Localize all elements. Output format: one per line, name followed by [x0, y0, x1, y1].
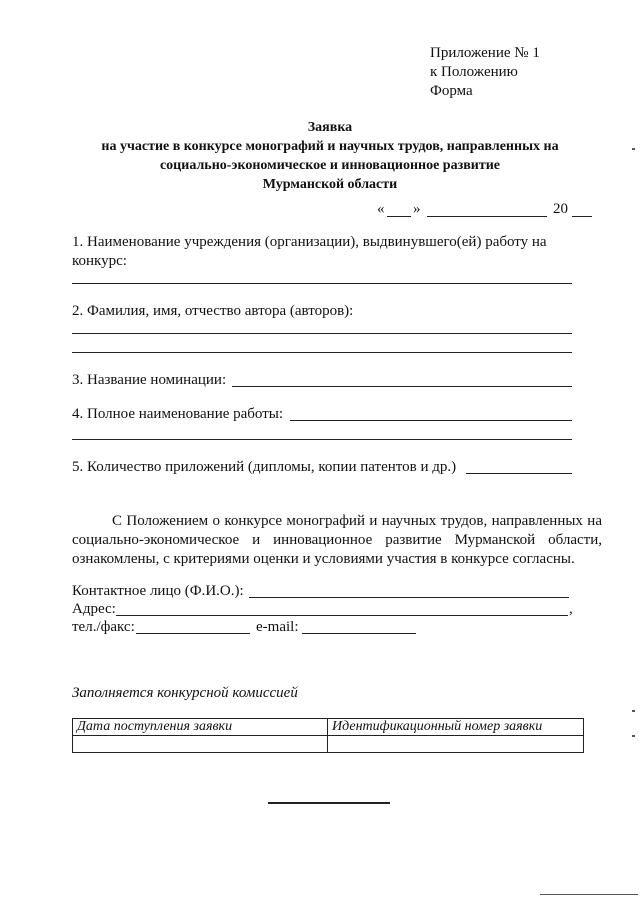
- agreement-paragraph: С Положением о конкурсе монографий и научных трудов, направленных на социально-экономическое и инновационное развитие Мурманской области, ознакомлены, с критериями оценки и условиями участия в конкурсе согласны.: [72, 513, 602, 567]
- appendix-header: [430, 44, 540, 101]
- table-header-row: [73, 719, 584, 736]
- date-year-field[interactable]: [572, 216, 592, 217]
- registration-table: [72, 718, 584, 753]
- field-1-label-cont: конкурс:: [72, 253, 127, 269]
- scan-mark: [540, 894, 638, 895]
- contact-person-input-line[interactable]: [249, 597, 569, 598]
- field-1-label: 1. Наименование учреждения (организации), выдвинувшего(ей) работу на: [72, 234, 547, 250]
- table-header-date: Дата поступления заявки: [73, 719, 328, 736]
- appendix-regulation: к Положению: [430, 64, 518, 80]
- address-end-comma: ,: [569, 601, 573, 617]
- title-line-3: социально-экономическое и инновационное развитие: [159, 158, 501, 173]
- field-2-input-line-1[interactable]: [72, 333, 572, 334]
- scan-mark: [632, 710, 635, 712]
- field-1-input-line[interactable]: [72, 283, 572, 284]
- table-row: [73, 736, 584, 753]
- bottom-separator: [268, 802, 390, 804]
- field-4-input-line-1[interactable]: [290, 420, 572, 421]
- table-header-id: Идентификационный номер заявки: [328, 719, 584, 736]
- scan-mark: [632, 148, 635, 150]
- id-number-cell[interactable]: [328, 736, 584, 753]
- contact-person-label: Контактное лицо (Ф.И.О.):: [72, 583, 244, 599]
- appendix-form: Форма: [430, 83, 473, 99]
- title-line-1: Заявка: [307, 120, 353, 135]
- address-input-line[interactable]: [116, 615, 568, 616]
- date-month-field[interactable]: [427, 216, 547, 217]
- field-4-label: 4. Полное наименование работы:: [72, 406, 284, 422]
- email-input-line[interactable]: [302, 633, 416, 634]
- date-day-field[interactable]: [387, 216, 411, 217]
- commission-note: Заполняется конкурсной комиссией: [72, 685, 298, 701]
- email-label: e-mail:: [256, 619, 299, 635]
- scan-mark: [632, 735, 635, 737]
- document-title: [60, 118, 600, 194]
- date-open-quote: «: [377, 201, 385, 217]
- field-5-input-line[interactable]: [466, 473, 572, 474]
- phone-fax-input-line[interactable]: [136, 633, 250, 634]
- title-line-2: на участие в конкурсе монографий и научных трудов, направленных на: [101, 139, 559, 154]
- field-3-label: 3. Название номинации:: [72, 372, 227, 388]
- field-4-input-line-2[interactable]: [72, 439, 572, 440]
- date-close-quote: »: [413, 201, 421, 217]
- field-5-label: 5. Количество приложений (дипломы, копии патентов и др.): [72, 459, 457, 475]
- date-received-cell[interactable]: [73, 736, 328, 753]
- field-2-label: 2. Фамилия, имя, отчество автора (авторов):: [72, 303, 354, 319]
- appendix-number: Приложение № 1: [430, 45, 540, 61]
- address-label: Адрес:: [72, 601, 116, 617]
- field-3-input-line[interactable]: [232, 386, 572, 387]
- phone-fax-label: тел./факс:: [72, 619, 135, 635]
- date-year-prefix: 20: [553, 201, 568, 217]
- field-2-input-line-2[interactable]: [72, 352, 572, 353]
- title-line-4: Мурманской области: [262, 177, 398, 192]
